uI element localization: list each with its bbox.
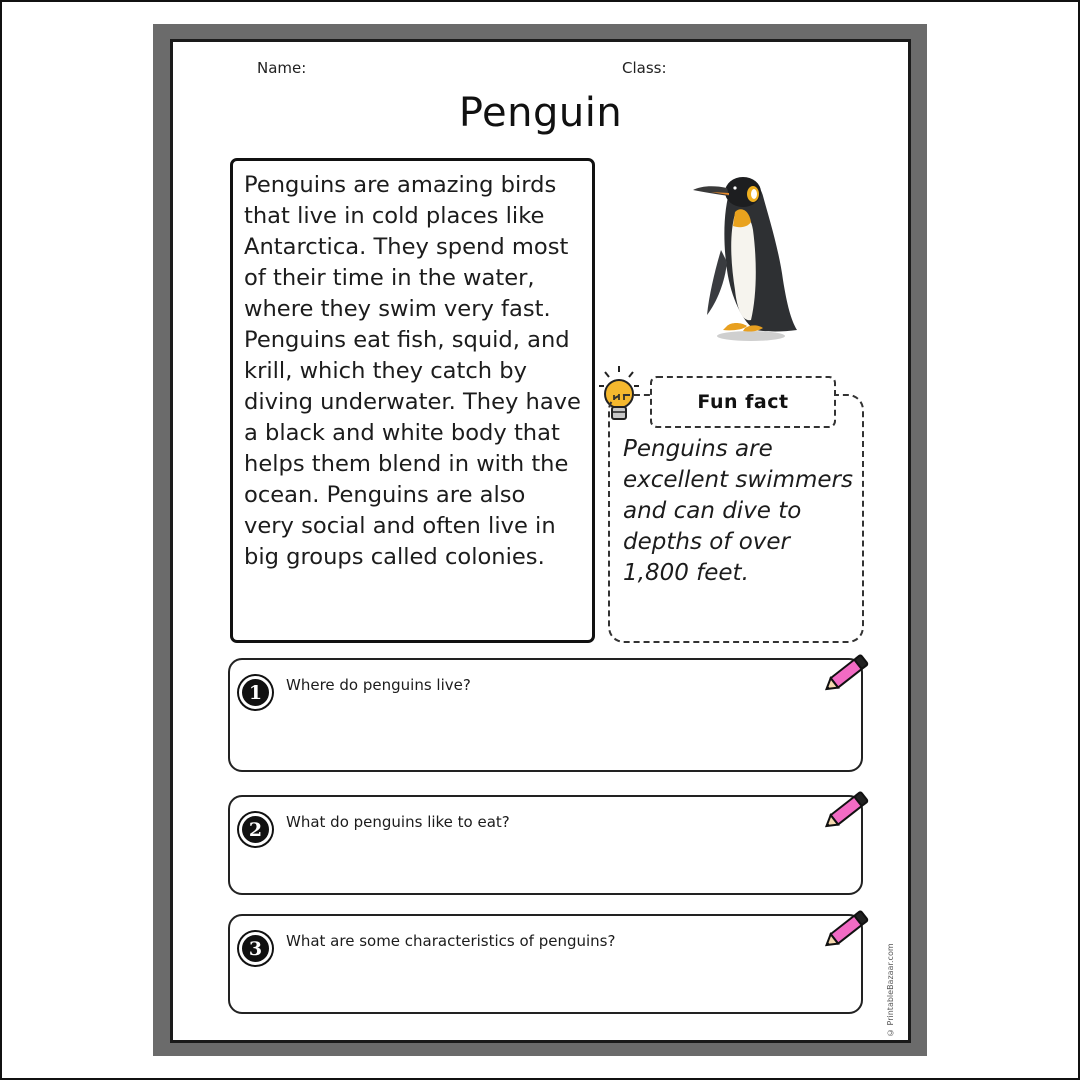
fun-fact-text: Penguins are excellent swimmers and can dive to depths of over 1,800 feet.	[623, 436, 853, 586]
penguin-illustration	[691, 170, 809, 345]
question-box-1[interactable]	[228, 658, 863, 772]
fun-fact-heading: Fun fact	[650, 376, 836, 428]
question-box-3[interactable]	[228, 914, 863, 1014]
page-title: Penguin	[458, 90, 623, 136]
question-text: What are some characteristics of penguins?	[286, 932, 616, 950]
question-number: 2	[239, 813, 272, 846]
pencil-icon	[821, 906, 873, 952]
name-label: Name:	[257, 59, 307, 77]
question-text: Where do penguins live?	[286, 676, 471, 694]
worksheet-page	[170, 39, 911, 1043]
copyright-notice: © PrintableBazaar.com	[886, 943, 895, 1037]
pencil-icon	[821, 650, 873, 696]
question-number: 3	[239, 932, 272, 965]
pencil-icon	[821, 787, 873, 833]
question-box-2[interactable]	[228, 795, 863, 895]
reading-passage: Penguins are amazing birds that live in cold places like Antarctica. They spend most of their time in the water, where they swim very fast. Penguins eat fish, squid, and krill, which they catch by diving underwater. They have a black and white body that helps them blend in with the ocean. Penguins are also very social and often live in big groups called colonies.	[230, 158, 595, 643]
class-label: Class:	[622, 59, 667, 77]
question-text: What do penguins like to eat?	[286, 813, 510, 831]
question-number: 1	[239, 676, 272, 709]
